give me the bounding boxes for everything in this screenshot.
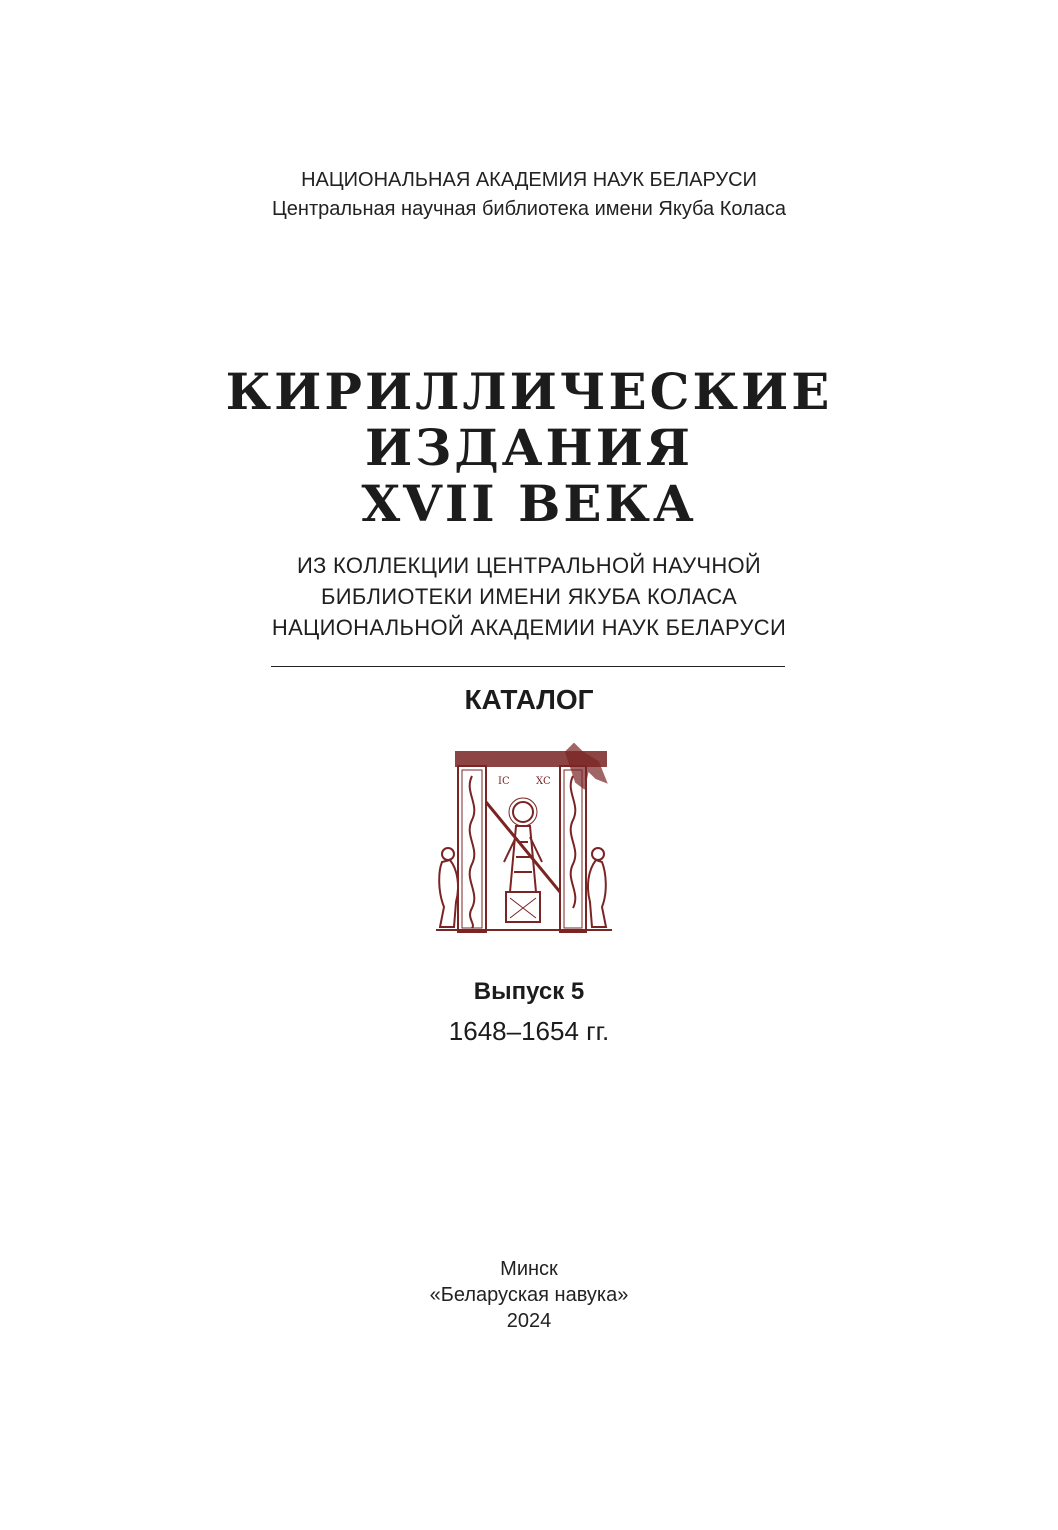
issue-number: Выпуск 5: [473, 978, 585, 1005]
imprint-publisher: «Беларуская навука»: [429, 1284, 629, 1306]
subtitle-line-2: БИБЛИОТЕКИ ИМЕНИ ЯКУБА КОЛАСА: [320, 584, 738, 609]
ornamental-initial-icon: [436, 742, 612, 942]
svg-text:XC: XC: [536, 776, 551, 787]
issue-years: 1648–1654 гг.: [448, 1016, 610, 1046]
subtitle-line-1: ИЗ КОЛЛЕКЦИИ ЦЕНТРАЛЬНОЙ НАУЧНОЙ: [296, 553, 762, 578]
imprint-city: Минск: [500, 1258, 558, 1280]
title-line-3: XVII ВЕКА: [361, 474, 697, 533]
subtitle-line-3: НАЦИОНАЛЬНОЙ АКАДЕМИИ НАУК БЕЛАРУСИ: [271, 615, 787, 640]
imprint-year: 2024: [506, 1310, 552, 1332]
title-line-1: КИРИЛЛИЧЕСКИЕ: [225, 362, 833, 421]
catalog-label: КАТАЛОГ: [464, 684, 594, 715]
academy-name: НАЦИОНАЛЬНАЯ АКАДЕМИЯ НАУК БЕЛАРУСИ: [301, 169, 757, 191]
title-line-2: ИЗДАНИЯ: [364, 418, 694, 477]
library-name: Центральная научная библиотека имени Якуба Коласа: [272, 198, 786, 220]
svg-text:IC: IC: [498, 776, 510, 787]
divider: [271, 666, 785, 667]
